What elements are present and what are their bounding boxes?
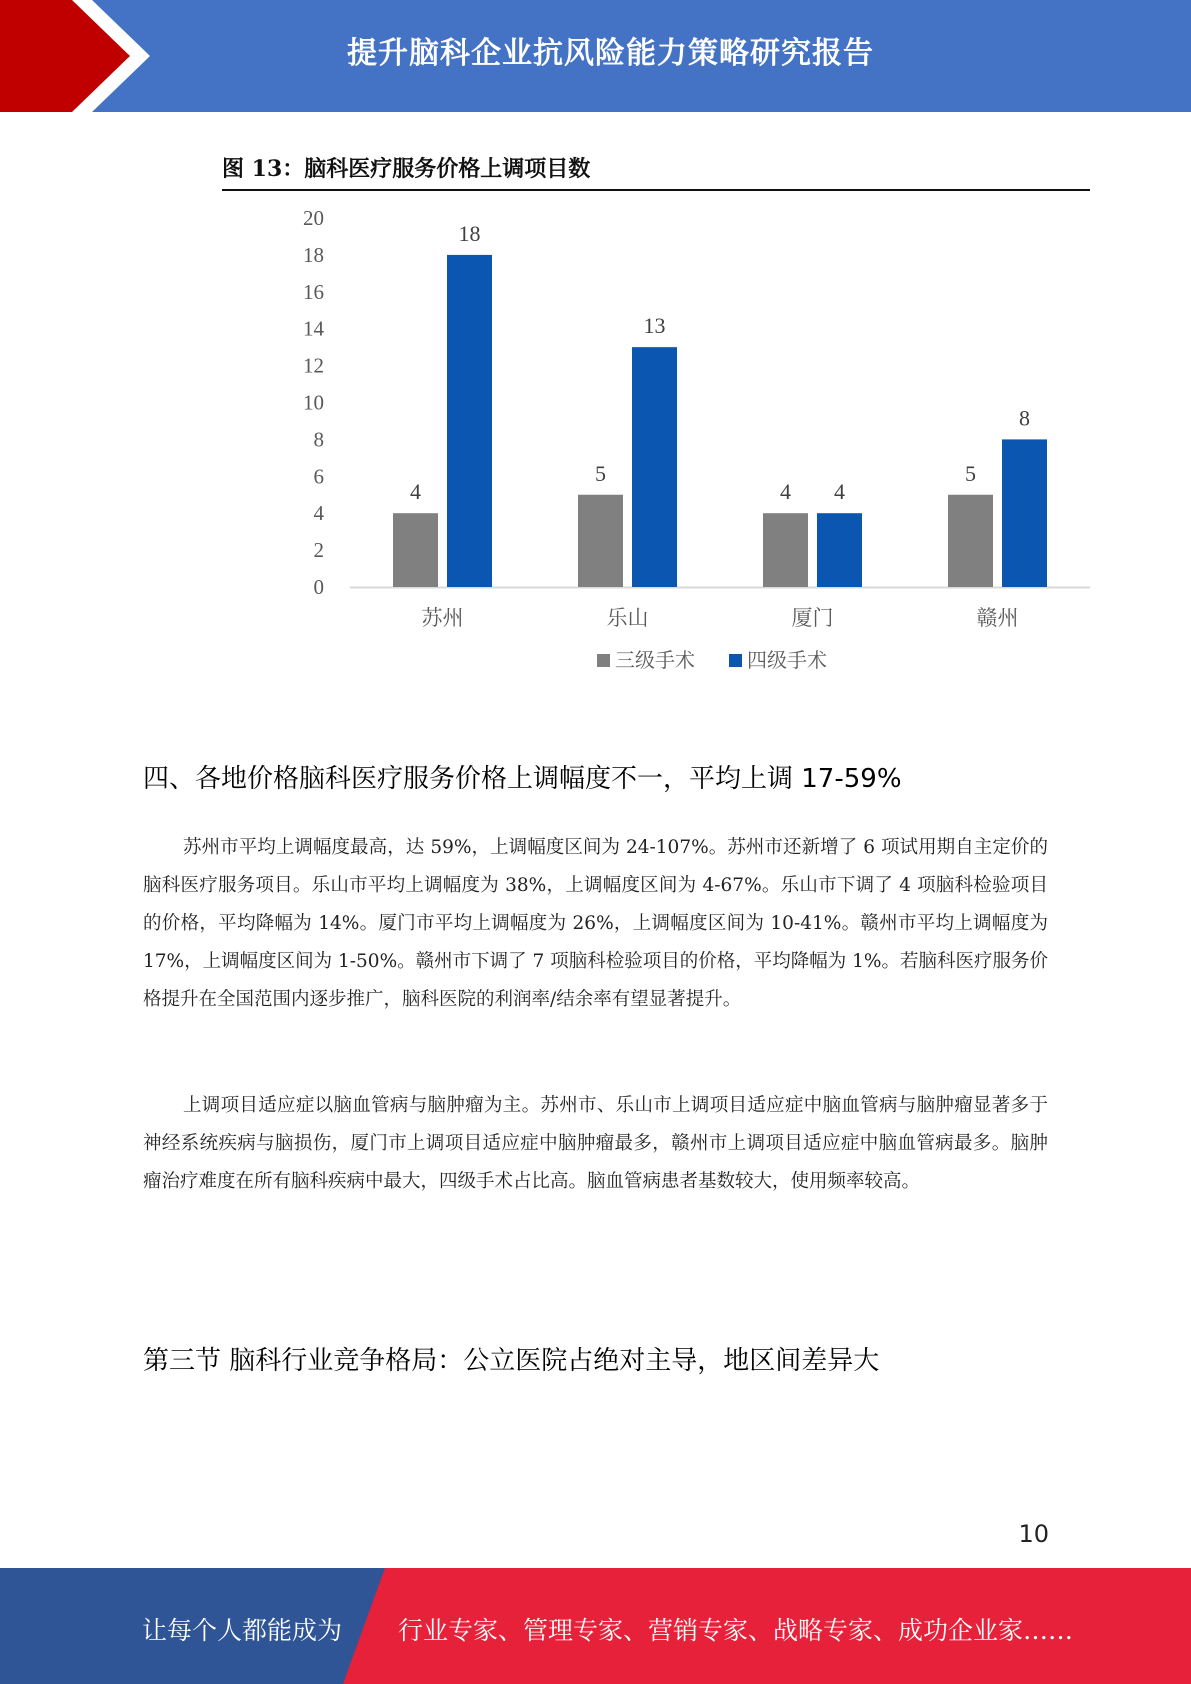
x-tick-label: 苏州 [421,606,464,630]
y-tick-label: 2 [313,538,324,563]
y-tick-label: 0 [313,575,324,599]
y-tick-label: 14 [303,316,324,341]
y-tick-label: 20 [303,206,324,230]
bar [578,495,623,587]
bar [632,347,677,587]
data-label: 8 [1019,405,1030,431]
data-label: 4 [780,479,791,505]
x-tick-label: 乐山 [606,606,649,630]
figure-caption: 图 13：脑科医疗服务价格上调项目数 [222,152,1090,191]
data-label: 4 [834,479,845,505]
body-paragraph-2: 上调项目适应症以脑血管病与脑肿瘤为主。苏州市、乐山市上调项目适应症中脑血管病与脑肿瘤显著多于神经系统疾病与脑损伤，厦门市上调项目适应症中脑肿瘤最多，赣州市上调项目适应症中脑血管病最多。脑肿瘤治疗难度在所有脑科疾病中最大，四级手术占比高。脑血管病患者基数较大，使用频率较高。 [143,1095,1048,1192]
body-paragraph-1: 苏州市平均上调幅度最高，达 59%，上调幅度区间为 24-107%。苏州市还新增了 6 项试用期自主定价的脑科医疗服务项目。乐山市平均上调幅度为 38%，上调幅度区间为 4-67%。乐山市下调了 4 项脑科检验项目的价格，平均降幅为 14%。厦门市平均上调幅度为 26%，上调幅度区间为 10-41%。赣州市平均上调幅度为 17%，上调幅度区间为 1-50%。赣州市下调了 7 项脑科检验项目的价格，平均降幅为 1%。若脑科医疗服务价格提升在全国范围内逐步推广，脑科医院的利润率/结余率有望显著提升。 [143,837,1048,1010]
legend-label: 四级手术 [747,650,827,672]
data-label: 4 [410,479,421,505]
y-tick-label: 10 [303,390,324,415]
footer-slogan-right: 行业专家、管理专家、营销专家、战略专家、成功企业家…… [398,1616,1074,1645]
y-tick-label: 12 [303,353,324,378]
page-header [0,0,1191,112]
page-number: 10 [1018,1520,1049,1548]
legend-swatch [729,654,742,667]
footer-slogan-left: 让每个人都能成为 [142,1616,343,1645]
data-label: 5 [595,460,606,486]
legend-swatch [597,654,610,667]
bar [763,513,808,587]
x-tick-label: 赣州 [976,606,1019,630]
chapter-heading: 第三节 脑科行业竞争格局：公立医院占绝对主导，地区间差异大 [143,1346,880,1376]
bar-chart [222,195,1090,685]
data-label: 5 [965,460,976,486]
y-tick-label: 16 [303,279,324,304]
y-tick-label: 18 [303,242,324,267]
legend-label: 三级手术 [615,650,695,672]
page-footer [0,1568,1191,1684]
section-heading: 四、各地价格脑科医疗服务价格上调幅度不一，平均上调 17-59% [143,764,902,794]
y-tick-label: 8 [313,427,324,452]
data-label: 18 [458,220,481,246]
data-label: 13 [643,313,666,339]
report-title: 提升脑科企业抗风险能力策略研究报告 [347,36,874,71]
bar [1002,439,1047,587]
bar [447,255,492,587]
bar [393,513,438,587]
y-tick-label: 6 [313,464,324,489]
y-tick-label: 4 [313,501,324,526]
bar [948,495,993,587]
bar [817,513,862,587]
x-tick-label: 厦门 [791,606,834,630]
